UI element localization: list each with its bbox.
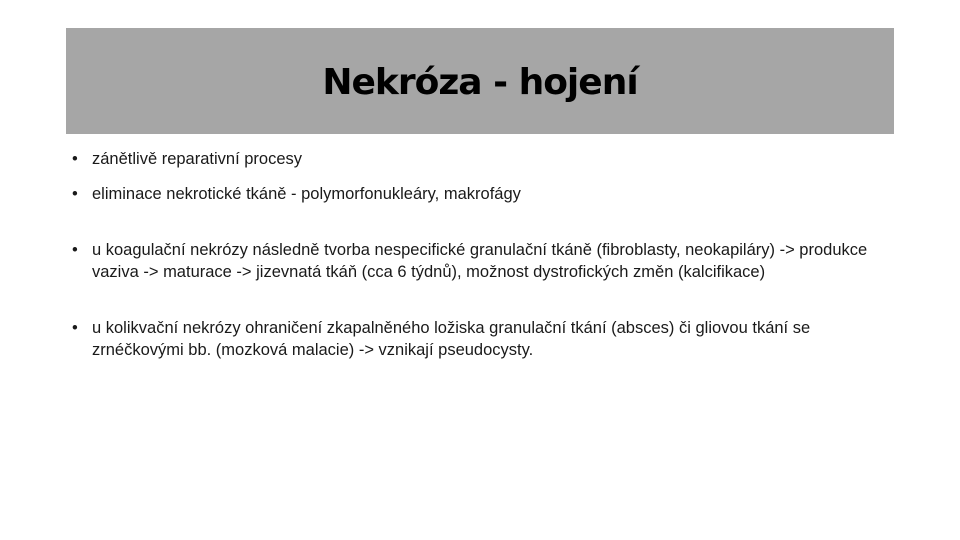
bullet-item: • u koagulační nekrózy následně tvorba nespecifické granulační tkáně (fibroblasty, neokapiláry) -> produkce vaziva -> maturace -> jizevnatá tkáň (cca 6 týdnů), možnost dystrofických změn (kalcifikace) xyxy=(72,239,892,283)
bullet-item: • eliminace nekrotické tkáně - polymorfonukleáry, makrofágy xyxy=(72,183,892,205)
bullet-item: • u kolikvační nekrózy ohraničení zkapalněného ložiska granulační tkání (absces) či gliovou tkání se zrnéčkovými bb. (mozková malacie) -> vznikají pseudocysty. xyxy=(72,317,892,361)
title-band xyxy=(66,28,894,134)
bullet-list xyxy=(72,148,892,361)
bullet-item: • zánětlivě reparativní procesy xyxy=(72,148,892,170)
slide-title: Nekróza - hojení xyxy=(322,61,638,103)
